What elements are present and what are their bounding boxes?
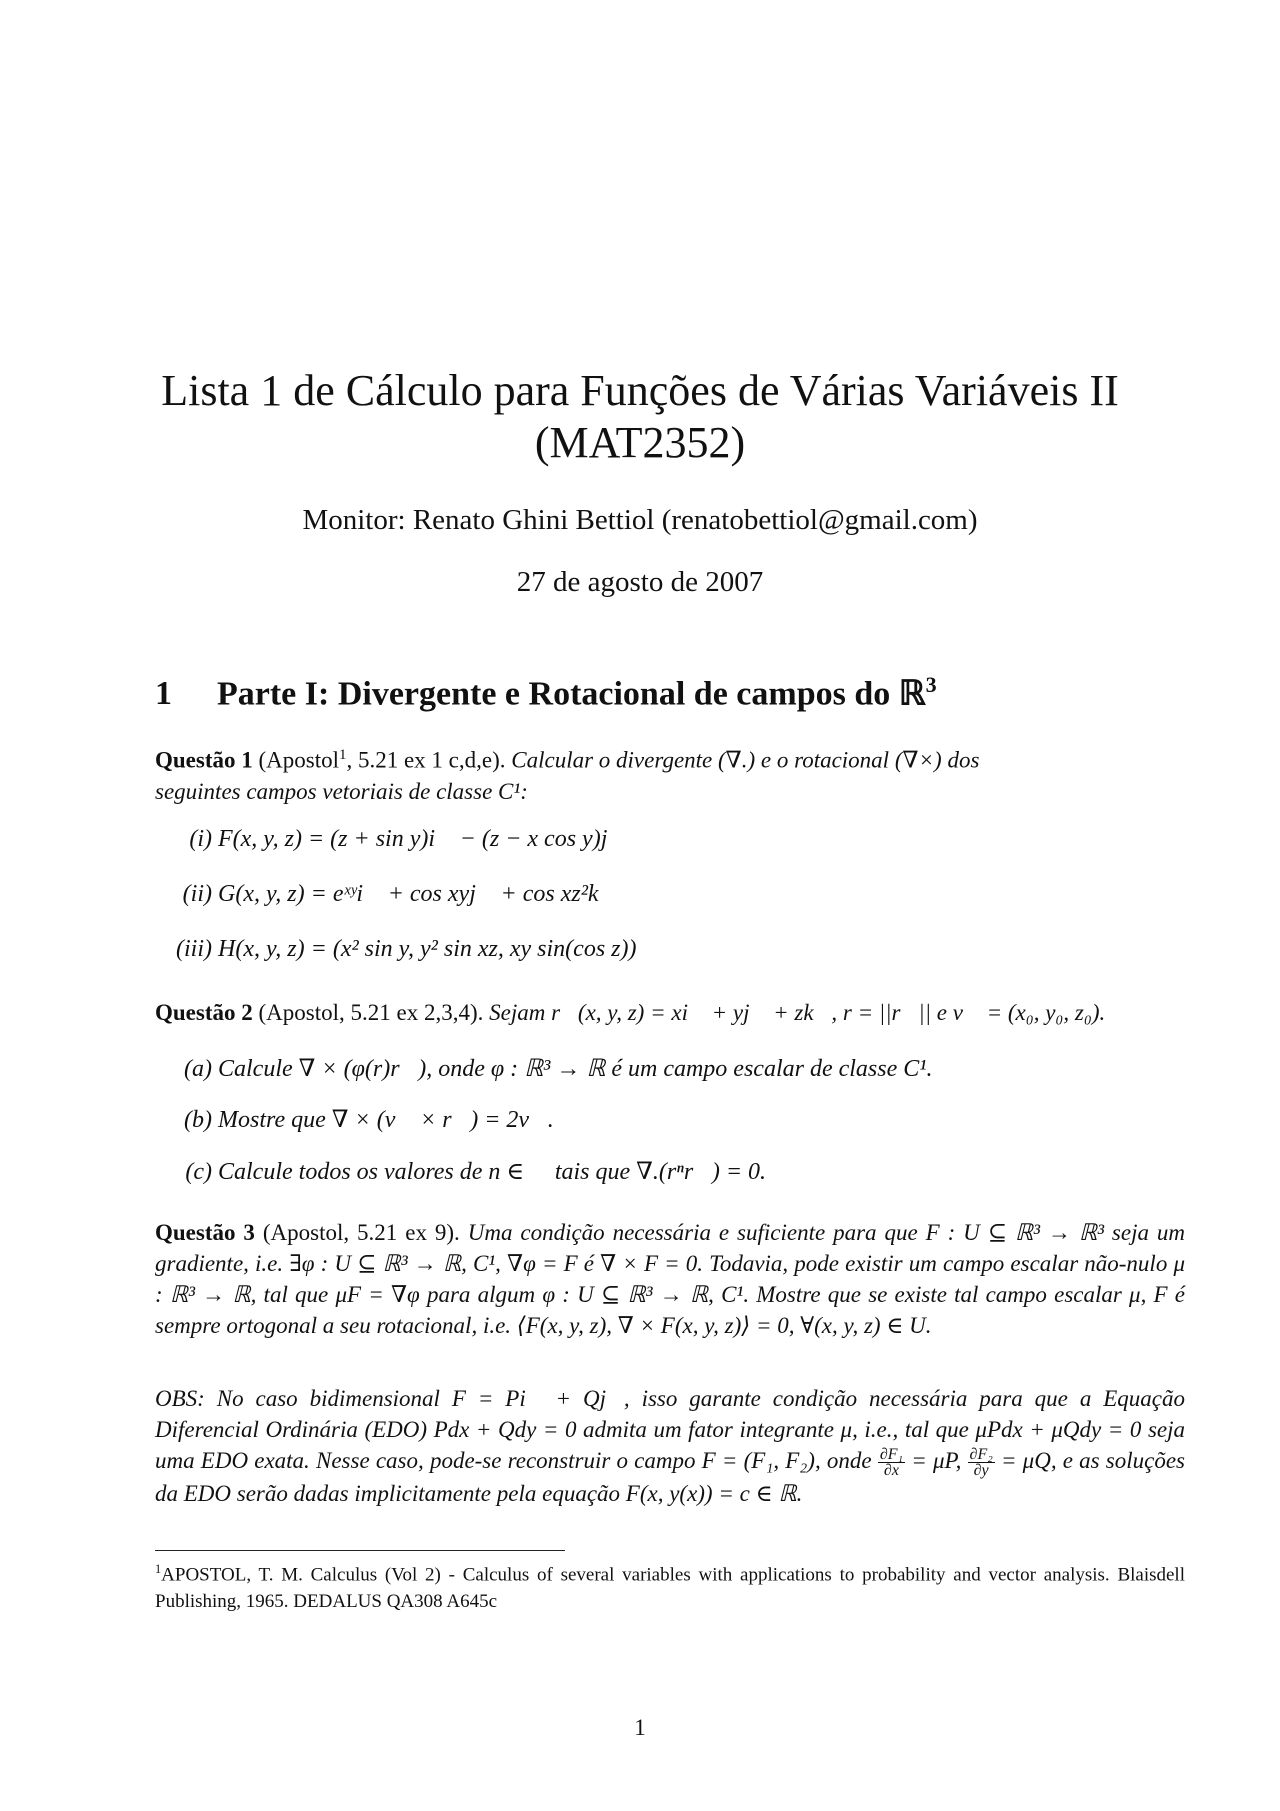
question-2-head: Questão 2 (155, 1000, 253, 1025)
question-1-text-line-1: Calcular o divergente (∇.) e o rotacional (∇×) dos (511, 747, 980, 773)
question-2-ref: (Apostol, 5.21 ex 2,3,4). (258, 1000, 484, 1025)
question-1-ref: (Apostol (258, 747, 339, 773)
item-label: (b) (184, 1107, 212, 1133)
question-2-item-c (168, 1157, 766, 1186)
item-text: H(x, y, z) = (x² sin y, y² sin xz, xy sin(cos z)) (218, 936, 637, 962)
footnote-mark: 1 (155, 1562, 162, 1576)
item-text: G(x, y, z) = eˣʸi⃗ + cos xyj⃗ + cos xz²k⃗ (218, 881, 618, 907)
question-3-head: Questão 3 (155, 1220, 255, 1245)
question-3 (155, 1217, 1185, 1341)
item-label: (i) (189, 826, 212, 852)
question-1-item-ii (168, 881, 617, 908)
author-line: Monitor: Renato Ghini Bettiol (renatobettiol@gmail.com) (302, 504, 978, 536)
fraction-denominator: ∂x (883, 1462, 899, 1480)
fraction-dF1-dx (878, 1447, 905, 1478)
item-label: (iii) (176, 936, 212, 962)
item-label: (a) (184, 1056, 212, 1082)
observation-mid: = μP, (911, 1448, 962, 1473)
section-heading (155, 672, 937, 713)
item-label: (ii) (182, 881, 212, 907)
fraction-numerator: ∂F₁ (879, 1446, 904, 1464)
question-1-ref-rest: , 5.21 ex 1 c,d,e). (346, 747, 506, 773)
question-1 (155, 740, 1185, 807)
footnote-divider (155, 1550, 565, 1551)
item-label: (c) (185, 1159, 212, 1185)
title-line-1: Lista 1 de Cálculo para Funções de Várias Variáveis II (161, 366, 1119, 415)
item-text: F(x, y, z) = (z + sin y)i⃗ − (z − x cos y)j⃗ (218, 826, 627, 852)
footnote-ref-mark: 1 (339, 747, 347, 763)
title-line-2: (MAT2352) (534, 418, 746, 467)
question-2 (155, 997, 1185, 1028)
page-number: 1 (634, 1715, 646, 1740)
fraction-numerator: ∂F₂ (969, 1446, 993, 1464)
fraction-denominator: ∂y (973, 1462, 989, 1480)
observation-paragraph (155, 1383, 1185, 1509)
question-1-item-i (168, 826, 626, 853)
section-number: 1 (155, 675, 172, 713)
item-text: Calcule ∇ × (φ(r)r⃗), onde φ : ℝ³ → ℝ é um campo escalar de classe C¹. (218, 1056, 933, 1082)
item-text: Calcule todos os valores de n ∈ ℤ tais que ∇.(rⁿr⃗) = 0. (218, 1159, 767, 1185)
question-3-ref: (Apostol, 5.21 ex 9). (262, 1220, 460, 1245)
question-1-text-line-2: seguintes campos vetoriais de classe C¹: (155, 778, 528, 804)
item-text: Mostre que ∇ × (v⃗ × r⃗) = 2v⃗. (218, 1107, 554, 1133)
footnote (155, 1556, 1185, 1615)
question-1-head: Questão 1 (155, 747, 253, 773)
question-2-text: Sejam r⃗(x, y, z) = xi⃗ + yj⃗ + zk⃗, r = ||r⃗|| e v⃗ = (x₀, y₀, z₀). (489, 1000, 1106, 1025)
fraction-dF2-dy (968, 1447, 995, 1478)
section-title-sup: 3 (925, 672, 937, 697)
observation-text-b: = μQ, e as soluções da EDO serão dadas implicitamente pela equação F(x, y(x)) = c ∈ ℝ. (155, 1448, 1186, 1507)
footnote-text: APOSTOL, T. M. Calculus (Vol 2) - Calculus of several variables with applications to probability and vector analysis. Blaisdell Publishing, 1965. DEDALUS QA308 A645c (155, 1564, 1185, 1613)
question-2-item-a (168, 1054, 932, 1083)
question-1-item-iii (168, 936, 636, 963)
observation-text-a: OBS: No caso bidimensional F = Pi⃗ + Qj⃗, isso garante condição necessária para que a Equação Diferencial Ordinária (EDO) Pdx + Qdy = 0 admita um fator integrante μ, i.e., tal que μPdx + μQdy = 0 seja uma EDO exata. Nesse caso, pode-se reconstruir o campo F = (F₁, F₂), onde (155, 1386, 1185, 1473)
question-3-text: Uma condição necessária e suficiente para que F : U ⊆ ℝ³ → ℝ³ seja um gradiente, i.e. ∃φ : U ⊆ ℝ³ → ℝ, C¹, ∇φ = F é ∇ × F = 0. Todavia, pode existir um campo escalar não-nulo μ : ℝ³ → ℝ, tal que μF = ∇φ para algum φ : U ⊆ ℝ³ → ℝ, C¹. Mostre que se existe tal campo escalar μ, F é sempre ortogonal a seu rotacional, i.e. ⟨F(x, y, z), ∇ × F(x, y, z)⟩ = 0, ∀(x, y, z) ∈ U. (155, 1220, 1186, 1338)
date-line: 27 de agosto de 2007 (516, 566, 764, 598)
question-2-item-b (168, 1105, 554, 1134)
section-title: Parte I: Divergente e Rotacional de campos do ℝ (217, 675, 926, 713)
document-title (0, 365, 1280, 469)
